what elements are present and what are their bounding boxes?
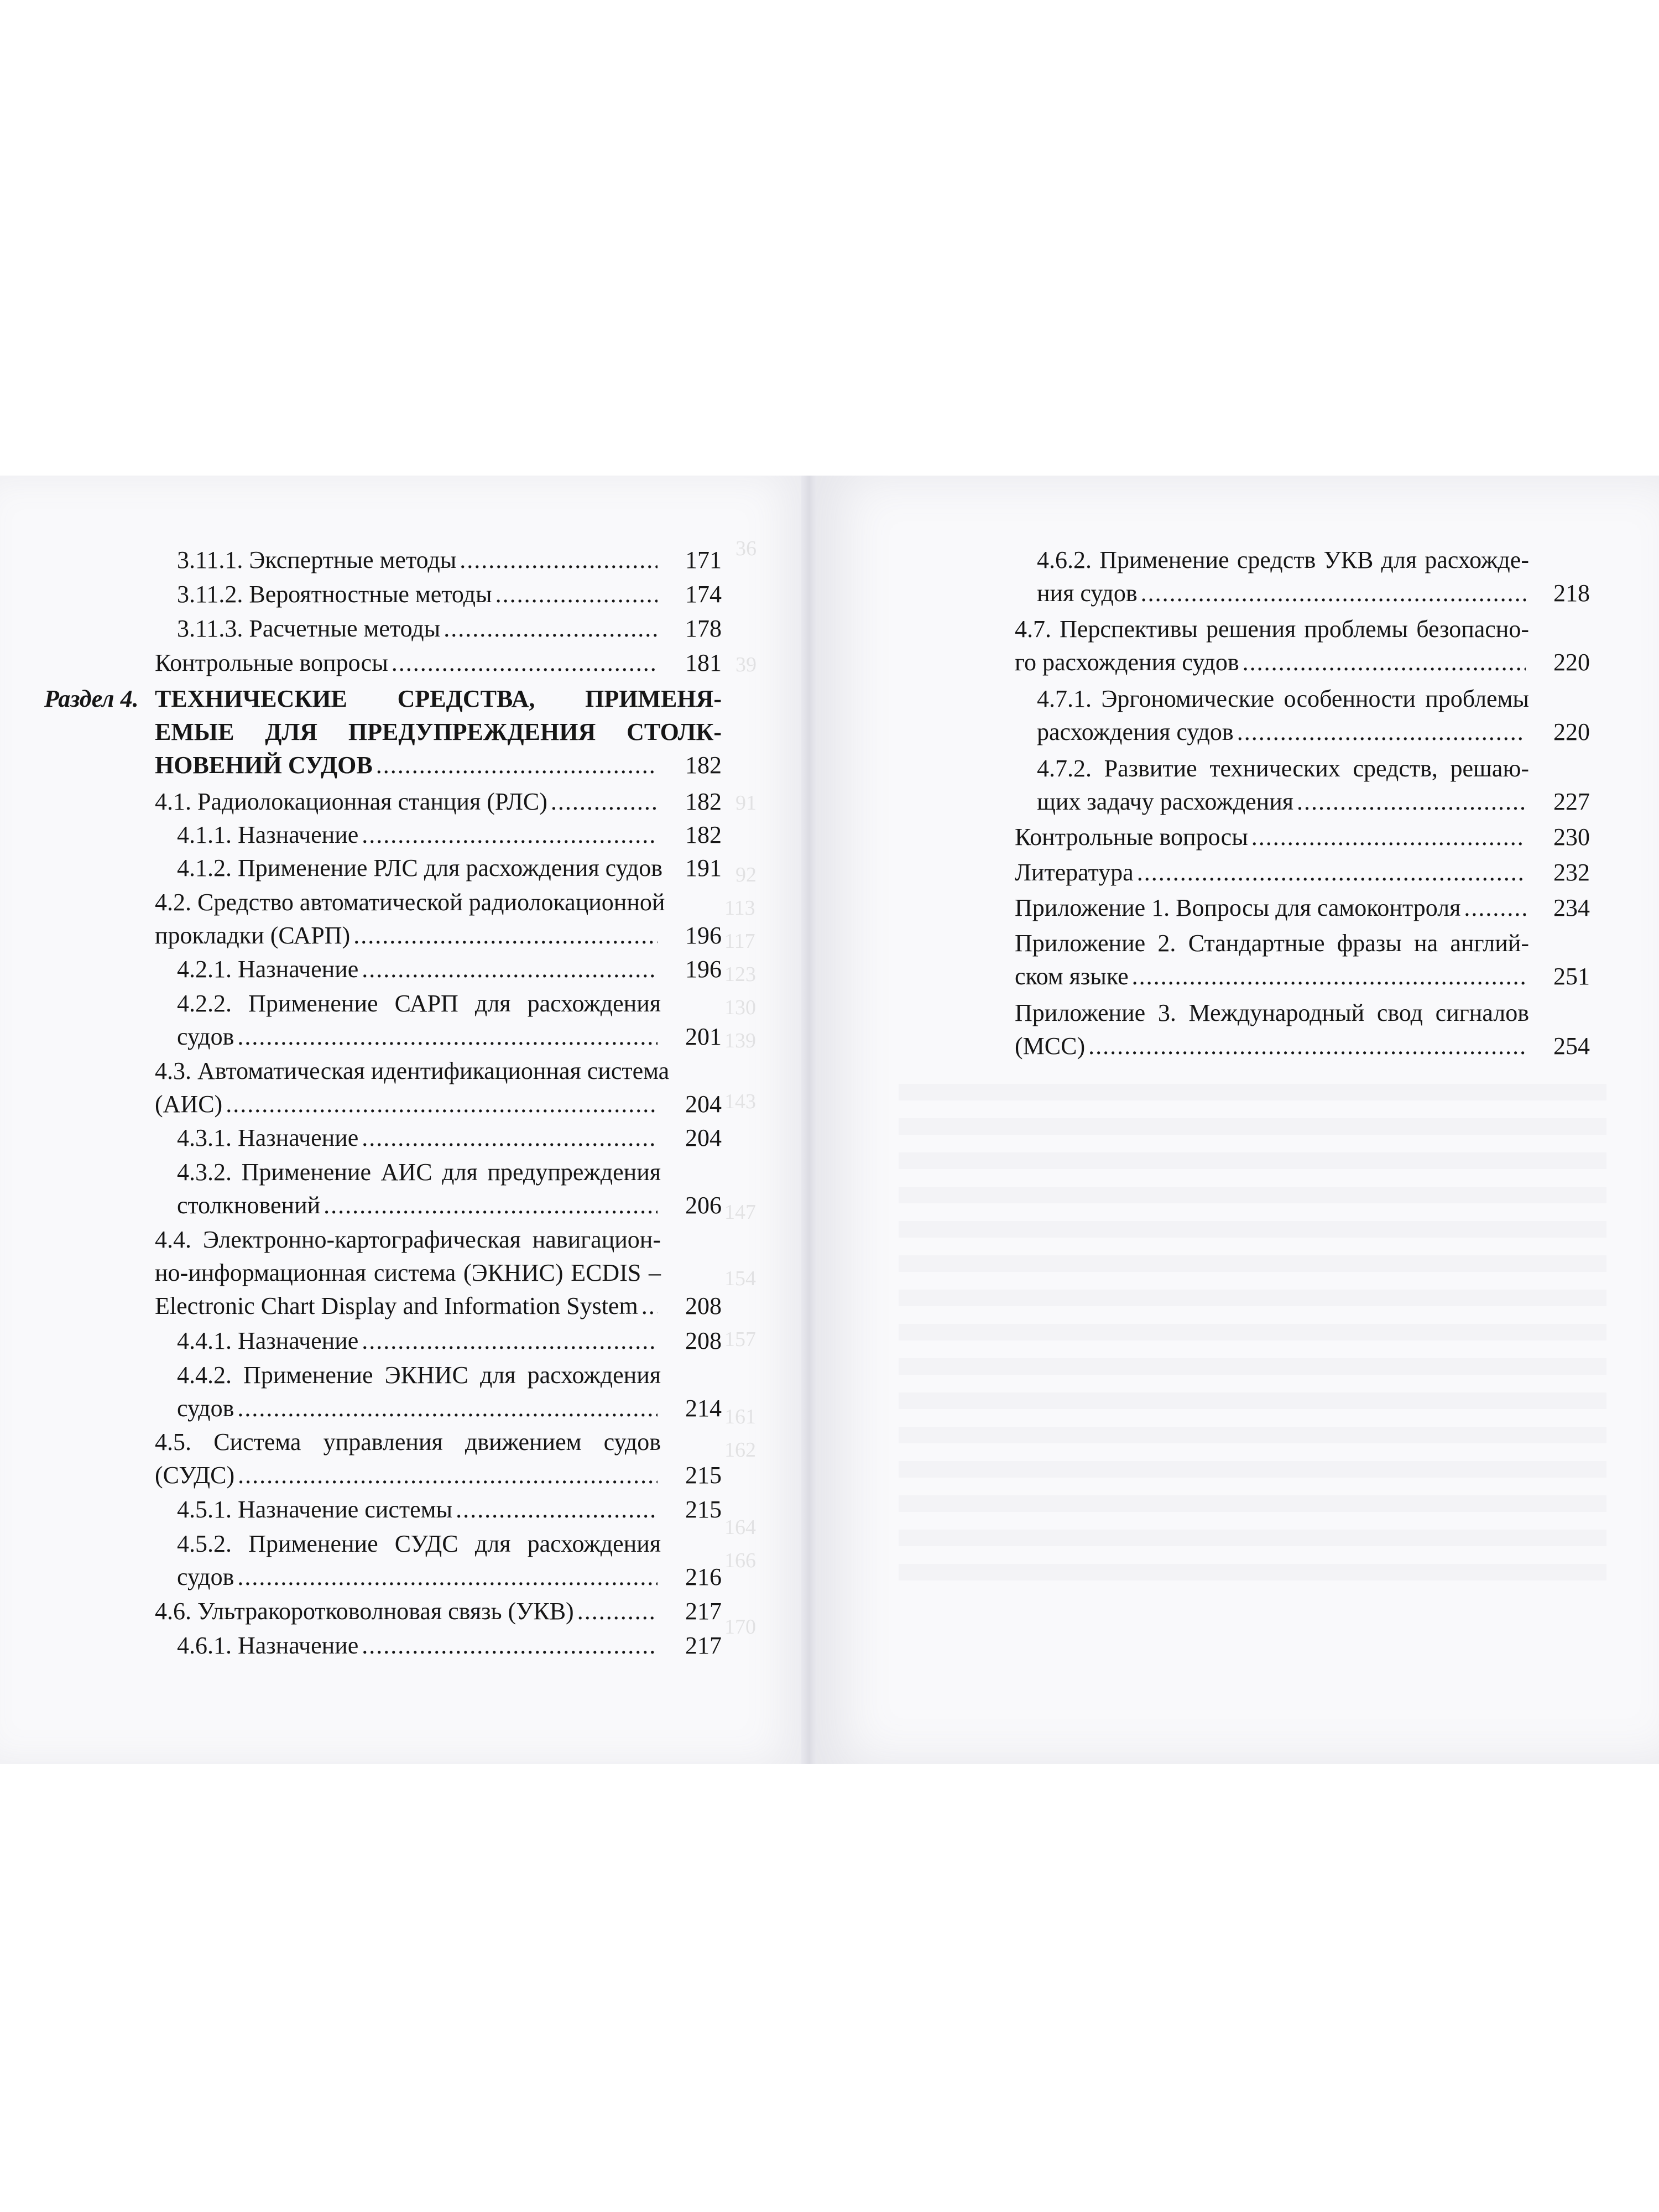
bleed-through-mark: 147	[724, 1201, 756, 1224]
toc-entry-text: но-информационная система (ЭКНИС) ECDIS –	[155, 1259, 661, 1286]
toc-entry-text: Приложение 1. Вопросы для самоконтроля	[1015, 894, 1461, 921]
toc-entry-text: 4.6.1. Назначение	[177, 1632, 359, 1659]
toc-entry-text: 4.4. Электронно-картографическая навигацион-	[155, 1226, 661, 1253]
toc-entry	[177, 544, 722, 577]
toc-entry	[155, 1426, 722, 1492]
toc-entry	[177, 987, 722, 1053]
dot-leader	[237, 1020, 658, 1053]
toc-entry-text: 4.5. Система управления движением судов	[155, 1428, 661, 1455]
bleed-through-mark: 161	[724, 1405, 756, 1428]
dot-leader	[376, 749, 658, 782]
toc-entry-text: (АИС)	[155, 1091, 223, 1118]
toc-entry-text: 3.11.2. Вероятностные методы	[177, 581, 492, 608]
toc-page-number: 182	[685, 821, 722, 848]
toc-page-number: 204	[685, 1124, 722, 1151]
toc-page-number: 218	[1553, 580, 1590, 607]
toc-page-number: 206	[685, 1192, 722, 1219]
bleed-through-mark: 123	[724, 963, 756, 986]
toc-page-number: 217	[685, 1598, 722, 1625]
dot-leader	[456, 1493, 658, 1526]
toc-entry-text: 4.5.2. Применение СУДС для расхождения	[177, 1530, 661, 1557]
dot-leader	[460, 544, 658, 577]
toc-entry-text: 4.3.2. Применение АИС для предупреждения	[177, 1159, 661, 1186]
toc-entry-text: Приложение 2. Стандартные фразы на англий-	[1015, 930, 1529, 957]
toc-page-number: 215	[685, 1462, 722, 1489]
toc-page-number: 191	[685, 854, 722, 881]
dot-leader	[362, 1121, 658, 1155]
toc-entry-text: 4.7. Перспективы решения проблемы безопасно-	[1015, 615, 1529, 643]
toc-entry-text: 4.1. Радиолокационная станция (РЛС)	[155, 788, 547, 815]
toc-page-number: 217	[685, 1632, 722, 1659]
toc-entry	[155, 646, 722, 680]
bleed-through-mark: 162	[724, 1438, 756, 1462]
toc-entry	[1015, 821, 1590, 854]
dot-leader	[362, 1629, 658, 1662]
toc-page-number: 174	[685, 581, 722, 608]
toc-page-number: 208	[685, 1327, 722, 1354]
toc-page-number: 227	[1553, 788, 1590, 815]
toc-entry-text: ЕМЫЕ ДЛЯ ПРЕДУПРЕЖДЕНИЯ СТОЛК-	[155, 718, 722, 745]
toc-entry-text: 4.3.1. Назначение	[177, 1124, 359, 1151]
toc-entry	[1037, 682, 1590, 749]
bleed-through-mark: 139	[724, 1029, 756, 1052]
toc-page-number: 181	[685, 649, 722, 676]
toc-entry	[177, 578, 722, 611]
toc-entry	[177, 852, 722, 885]
toc-entry-text: ТЕХНИЧЕСКИЕ СРЕДСТВА, ПРИМЕНЯ-	[155, 685, 722, 712]
bleed-through-mark: 154	[724, 1267, 756, 1290]
bleed-through-mark: 164	[724, 1516, 756, 1539]
toc-entry-text: Литература	[1015, 859, 1134, 886]
toc-entry-text: 3.11.1. Экспертные методы	[177, 546, 457, 573]
toc-page-number: 201	[685, 1023, 722, 1050]
dot-leader	[1243, 646, 1526, 679]
toc-entry-text: судов	[177, 1395, 234, 1422]
dot-leader	[362, 1324, 658, 1358]
toc-entry	[177, 1527, 722, 1594]
toc-section-entry	[155, 682, 722, 782]
toc-entry-text: ния судов	[1037, 580, 1138, 607]
dot-leader	[1132, 960, 1526, 993]
toc-entry-text: щих задачу расхождения	[1037, 788, 1293, 815]
dot-leader	[226, 1088, 658, 1121]
toc-entry	[177, 1629, 722, 1662]
toc-page-number: 171	[685, 546, 722, 573]
toc-page-number: 230	[1553, 823, 1590, 851]
toc-entry	[1037, 544, 1590, 610]
toc-entry-text: ском языке	[1015, 963, 1129, 990]
toc-page-number: 220	[1553, 649, 1590, 676]
toc-entry	[177, 1121, 722, 1155]
toc-page-number: 182	[685, 788, 722, 815]
toc-entry	[177, 1324, 722, 1358]
toc-entry	[1015, 997, 1590, 1063]
dot-leader	[237, 1561, 658, 1594]
bleed-through-mark: 36	[735, 537, 757, 560]
toc-page-number: 251	[1553, 963, 1590, 990]
toc-entry	[177, 1359, 722, 1425]
dot-leader	[1297, 785, 1526, 818]
toc-entry	[1015, 613, 1590, 679]
bleed-through-mark: 143	[724, 1090, 756, 1113]
bleed-through-mark: 92	[735, 863, 757, 886]
toc-entry-text: 4.4.2. Применение ЭКНИС для расхождения	[177, 1361, 661, 1389]
toc-page-number: 220	[1553, 718, 1590, 745]
dot-leader	[577, 1595, 658, 1628]
dot-leader	[362, 818, 658, 852]
toc-entry	[155, 1223, 722, 1323]
dot-leader	[353, 919, 658, 952]
section-label: Раздел 4.	[44, 685, 139, 712]
dot-leader	[551, 785, 658, 818]
toc-entry-text: 3.11.3. Расчетные методы	[177, 615, 441, 642]
dot-leader	[392, 646, 658, 680]
dot-leader	[641, 1290, 658, 1323]
toc-entry	[1015, 856, 1590, 889]
bleed-through-mark: 91	[735, 791, 757, 815]
toc-entry-text: 4.7.1. Эргономические особенности проблемы	[1037, 685, 1529, 712]
toc-entry	[177, 818, 722, 852]
toc-entry	[1015, 891, 1590, 925]
toc-entry-text: судов	[177, 1023, 234, 1050]
toc-page-number: 254	[1553, 1032, 1590, 1060]
toc-entry-text: (МСС)	[1015, 1032, 1086, 1060]
dot-leader	[1251, 821, 1526, 854]
toc-entry-text: 4.1.2. Применение РЛС для расхождения судов	[177, 854, 663, 881]
toc-entry	[1037, 752, 1590, 818]
toc-page-number: 234	[1553, 894, 1590, 921]
toc-entry	[177, 1156, 722, 1222]
toc-entry-text: Контрольные вопросы	[155, 649, 388, 676]
toc-entry-text: 4.3. Автоматическая идентификационная система	[155, 1057, 670, 1084]
toc-entry-text: столкновений	[177, 1192, 321, 1219]
dot-leader	[1237, 716, 1526, 749]
toc-entry-text: (СУДС)	[155, 1462, 235, 1489]
dot-leader	[495, 578, 658, 611]
bleed-through-mark: 130	[724, 996, 756, 1019]
toc-entry-text: 4.1.1. Назначение	[177, 821, 359, 848]
toc-entry-text: 4.2.2. Применение САРП для расхождения	[177, 990, 661, 1017]
toc-page-number: 216	[685, 1563, 722, 1590]
toc-entry-text: 4.2.1. Назначение	[177, 956, 359, 983]
toc-entry-text: 4.6.2. Применение средств УКВ для расхожде-	[1037, 546, 1529, 573]
bleed-through-mark: 157	[724, 1328, 756, 1351]
toc-entry-text: Контрольные вопросы	[1015, 823, 1248, 851]
toc-entry-text: 4.4.1. Назначение	[177, 1327, 359, 1354]
dot-leader	[1141, 577, 1526, 610]
toc-page-number: 182	[685, 752, 722, 779]
bleed-through-mark: 39	[735, 653, 757, 676]
dot-leader	[444, 612, 658, 645]
toc-entry	[1015, 927, 1590, 993]
dot-leader	[1137, 856, 1526, 889]
toc-page-number: 204	[685, 1091, 722, 1118]
dot-leader	[362, 953, 658, 986]
dot-leader	[1464, 891, 1526, 925]
bleed-through-mark: 170	[724, 1615, 756, 1639]
toc-entry-text: 4.2. Средство автоматической радиолокационной	[155, 889, 665, 916]
dot-leader	[324, 1189, 658, 1222]
toc-entry-text: 4.6. Ультракоротковолновая связь (УКВ)	[155, 1598, 574, 1625]
dot-leader	[1088, 1030, 1526, 1063]
toc-page-number: 196	[685, 922, 722, 949]
toc-page-number: 178	[685, 615, 722, 642]
toc-entry-text: 4.7.2. Развитие технических средств, решаю-	[1037, 755, 1529, 782]
toc-page-number: 215	[685, 1496, 722, 1523]
toc-entry	[177, 1493, 722, 1526]
toc-entry	[155, 785, 722, 818]
toc-page-number: 214	[685, 1395, 722, 1422]
toc-entry	[155, 886, 722, 952]
toc-entry-text: НОВЕНИЙ СУДОВ	[155, 752, 373, 779]
book-spread	[0, 476, 1659, 1764]
bleed-through-mark: 166	[724, 1549, 756, 1572]
bleed-through-mark: 113	[724, 896, 755, 920]
toc-entry-text: прокладки (САРП)	[155, 922, 351, 949]
dot-leader	[237, 1392, 658, 1425]
toc-entry	[177, 953, 722, 986]
bleed-through-text	[899, 1084, 1606, 1582]
dot-leader	[238, 1459, 658, 1492]
toc-entry-text: Приложение 3. Международный свод сигналов	[1015, 999, 1529, 1026]
right-page	[816, 476, 1659, 1764]
toc-entry	[155, 1595, 722, 1628]
bleed-through-mark: 117	[724, 930, 755, 953]
toc-entry-text: судов	[177, 1563, 234, 1590]
toc-page-number: 208	[685, 1292, 722, 1319]
toc-entry-text: 4.5.1. Назначение системы	[177, 1496, 453, 1523]
toc-entry-text: го расхождения судов	[1015, 649, 1239, 676]
toc-entry-text: Electronic Chart Display and Information System	[155, 1292, 638, 1319]
left-page	[0, 476, 805, 1764]
toc-page-number: 196	[685, 956, 722, 983]
toc-page-number: 232	[1553, 859, 1590, 886]
toc-entry	[155, 1055, 722, 1121]
toc-entry-text: расхождения судов	[1037, 718, 1234, 745]
toc-entry	[177, 612, 722, 645]
